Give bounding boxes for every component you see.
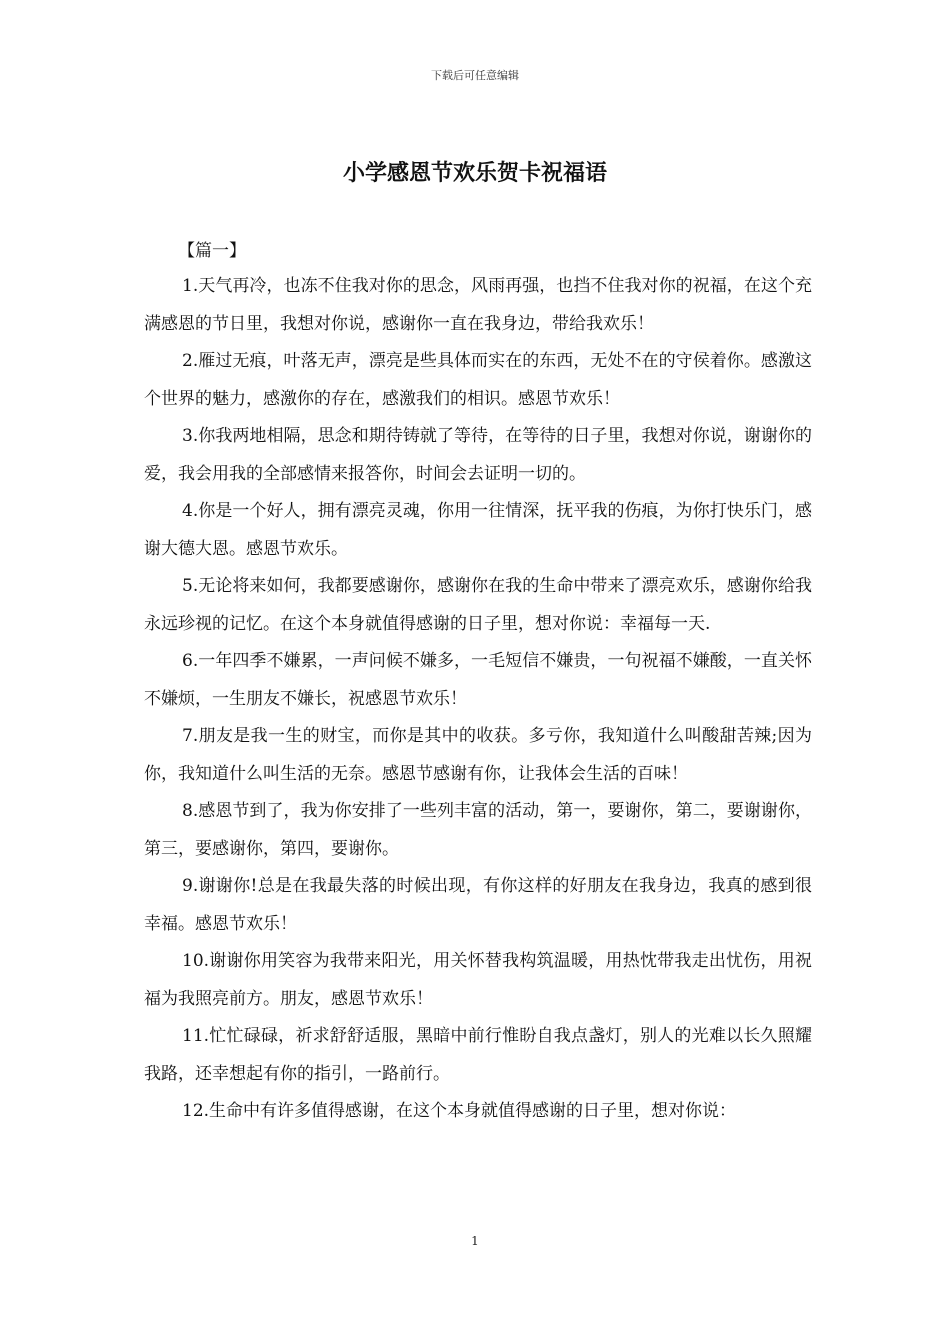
paragraph-1: 1.天气再冷，也冻不住我对你的思念，风雨再强，也挡不住我对你的祝福，在这个充满感恩的节日里，我想对你说，感谢你一直在我身边，带给我欢乐！ [144, 276, 812, 334]
header-note: 下载后可任意编辑 [431, 69, 519, 82]
paragraph-7: 7.朋友是我一生的财宝，而你是其中的收获。多亏你，我知道什么叫酸甜苦辣;因为你，我知道什么叫生活的无奈。感恩节感谢有你，让我体会生活的百味！ [144, 726, 812, 784]
paragraph-4: 4.你是一个好人，拥有漂亮灵魂，你用一往情深，抚平我的伤痕，为你打快乐门，感谢大德大恩。感恩节欢乐。 [144, 501, 812, 559]
document-body [144, 234, 812, 1131]
document-title: 小学感恩节欢乐贺卡祝福语 [342, 161, 607, 186]
paragraph-6: 6.一年四季不嫌累，一声问候不嫌多，一毛短信不嫌贵，一句祝福不嫌酸，一直关怀不嫌烦，一生朋友不嫌长，祝感恩节欢乐！ [144, 651, 812, 709]
paragraph-9: 9.谢谢你!总是在我最失落的时候出现，有你这样的好朋友在我身边，我真的感到很幸福。感恩节欢乐！ [144, 876, 812, 934]
page-number: 1 [471, 1234, 479, 1248]
paragraph-10: 10.谢谢你用笑容为我带来阳光，用关怀替我构筑温暖，用热忱带我走出忧伤，用祝福为我照亮前方。朋友，感恩节欢乐！ [144, 951, 812, 1009]
paragraph-11: 11.忙忙碌碌，祈求舒舒适服，黑暗中前行惟盼自我点盏灯，别人的光难以长久照耀我路，还幸想起有你的指引，一路前行。 [144, 1026, 812, 1084]
section-heading: 【篇一】 [178, 241, 246, 261]
paragraph-2: 2.雁过无痕，叶落无声，漂亮是些具体而实在的东西，无处不在的守侯着你。感激这个世界的魅力，感激你的存在，感激我们的相识。感恩节欢乐！ [144, 351, 812, 409]
paragraph-8: 8.感恩节到了，我为你安排了一些列丰富的活动，第一，要谢你，第二，要谢谢你，第三，要感谢你，第四，要谢你。 [144, 801, 812, 859]
paragraph-12: 12.生命中有许多值得感谢，在这个本身就值得感谢的日子里，想对你说： [182, 1101, 737, 1121]
paragraph-3: 3.你我两地相隔，思念和期待铸就了等待，在等待的日子里，我想对你说，谢谢你的爱，我会用我的全部感情来报答你，时间会去证明一切的。 [144, 426, 812, 484]
paragraph-5: 5.无论将来如何，我都要感谢你，感谢你在我的生命中带来了漂亮欢乐，感谢你给我永远珍视的记忆。在这个本身就值得感谢的日子里，想对你说：幸福每一天. [144, 576, 812, 634]
